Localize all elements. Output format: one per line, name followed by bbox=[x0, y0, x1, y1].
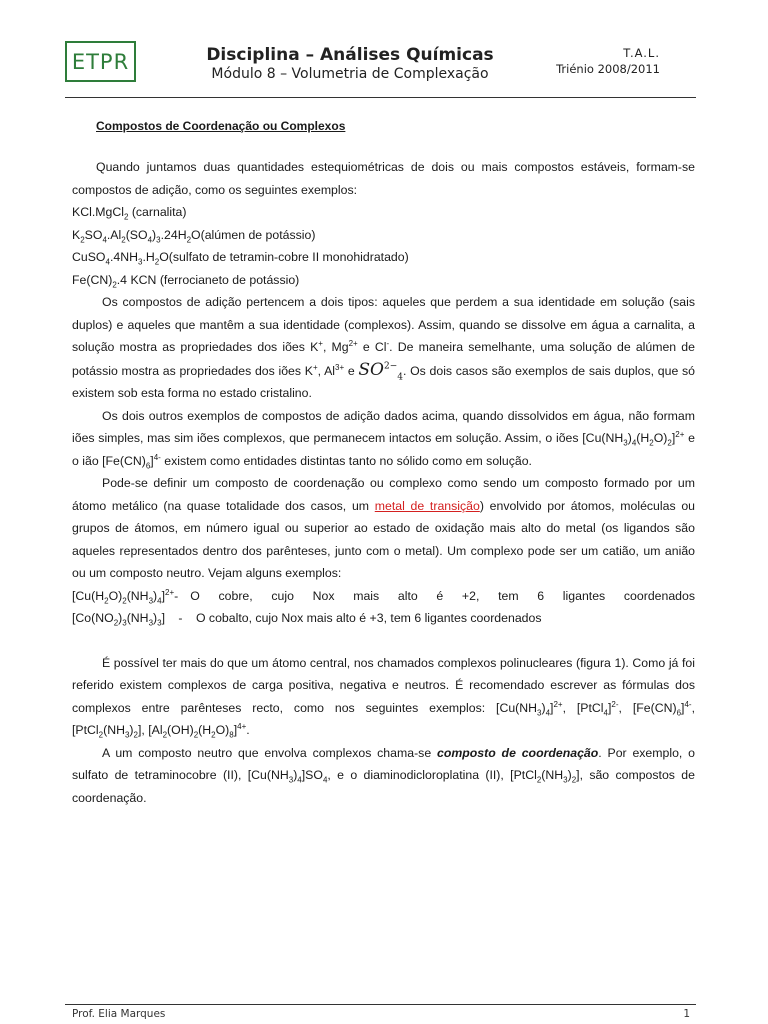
example-carnalite: KCl.MgCl$_2$ (carnalita) bbox=[72, 205, 187, 222]
definition-paragraph: Pode-se definir um composto de coordenação ou complexo como sendo um composto formado por um átomo metálico (na quase totalidade dos casos, um metal de transição) envolvido por átomos, moléculas ou grupos de átomos, em número igual ou superior ao estado de oxidação mais alto do metal (os ligandos são aqueles representados dentro dos parênteses, junto com o metal). Um complexo pode ser um catião, um anião ou um composto neutro. Vejam alguns exemplos: bbox=[72, 476, 696, 580]
complex-example-cobalt: $[Co(NO_2)_3(NH_3)_3]$ - O cobalto, cujo Nox mais alto é +3, tem 6 ligantes coordenados bbox=[72, 611, 542, 628]
period-label: Triénio 2008/2011 bbox=[556, 62, 660, 76]
polynuclear-paragraph: É possível ter mais do que um átomo central, nos chamados complexos polinucleares (figura 1). Como já foi referido existem complexos de carga positiva, negativa e neutros. É recomendado escrever as fórmulas dos complexos entre parênteses recto, como nos seguintes exemplos: $[Cu(NH_3)_4]^{2+}$, [PtCl$_4$]$^{2-}$, $[Fe(CN)_6]^{4-}$, $[PtCl_2(NH_3)_2]$, $[Al_2(OH)_2(H_2O)_8]^{4+}$. bbox=[72, 655, 695, 740]
header-divider bbox=[65, 97, 696, 98]
module-subtitle: Módulo 8 – Volumetria de Complexação bbox=[211, 66, 489, 82]
footer-divider bbox=[65, 1004, 696, 1005]
document-body bbox=[72, 156, 695, 809]
double-salts-paragraph: Os compostos de adição pertencem a dois tipos: aqueles que perdem a sua identidade em solução (sais duplos) e aqueles que mantêm a sua identidade (complexos). Assim, quando se dissolve em água a carnalita, a solução mostra as propriedades dos iões K+, $Mg^{2+}$ e Cl-. De maneira semelhante, uma solução de alúmen de potássio mostra as propriedades dos iões K+, $Al^{3+}$ e $SO^{2-}_4$. Os dois casos são exemplos de sais duplos, que só existem sob esta forma no estado cristalino. bbox=[72, 295, 695, 400]
etpr-logo: ETPR bbox=[65, 41, 136, 82]
intro-paragraph: Quando juntamos duas quantidades estequiométricas de dois ou mais compostos estáveis, formam-se compostos de adição, como os seguintes exemplos: bbox=[72, 160, 695, 197]
example-copper-sulfate: $CuSO_4.4NH_3.H_2O(sulfato$ de tetramin-cobre II monohidratado) bbox=[72, 250, 409, 267]
complex-ions-paragraph: Os dois outros exemplos de compostos de adição dados acima, quando dissolvidos em água, não formam iões simples, mas sim iões complexos, que permanecem intactos em solução. Assim, o iões $[Cu(NH_3)_4(H_2O)_2]^{2+}$ e o ião $[Fe(CN)_6]^{4-}$ existem como entidades distintas tanto no sólido como em solução. bbox=[72, 408, 695, 470]
discipline-title: Disciplina – Análises Químicas bbox=[206, 45, 494, 65]
complex-example-copper: $[Cu(H_2O)_2(NH_3)_4]^{2+}$ - O cobre, cujo Nox mais alto é +2, tem 6 ligantes coordenados bbox=[72, 587, 695, 605]
author-name: Prof. Elia Marques bbox=[72, 1008, 166, 1020]
tal-label: T.A.L. bbox=[623, 46, 660, 60]
coordination-compound-paragraph: A um composto neutro que envolva complexos chama-se composto de coordenação. Por exemplo, o sulfato de tetraminocobre (II), $[Cu(NH_3)_4]SO_4$, e o diaminodicloroplatina (II), $[PtCl_2(NH_3)_2]$, são compostos de coordenação. bbox=[72, 745, 695, 805]
page-number: 1 bbox=[683, 1008, 690, 1020]
section-title: Compostos de Coordenação ou Complexos bbox=[96, 119, 346, 133]
example-alum: $K_2SO_4.Al_2(SO_4)_3.24H_2O(alúmen$ de potássio) bbox=[72, 227, 316, 244]
transition-metal-link[interactable]: metal de transição bbox=[374, 498, 480, 513]
example-ferrocyanide: $Fe(CN)_2.4$ KCN (ferrocianeto de potássio) bbox=[72, 272, 300, 289]
